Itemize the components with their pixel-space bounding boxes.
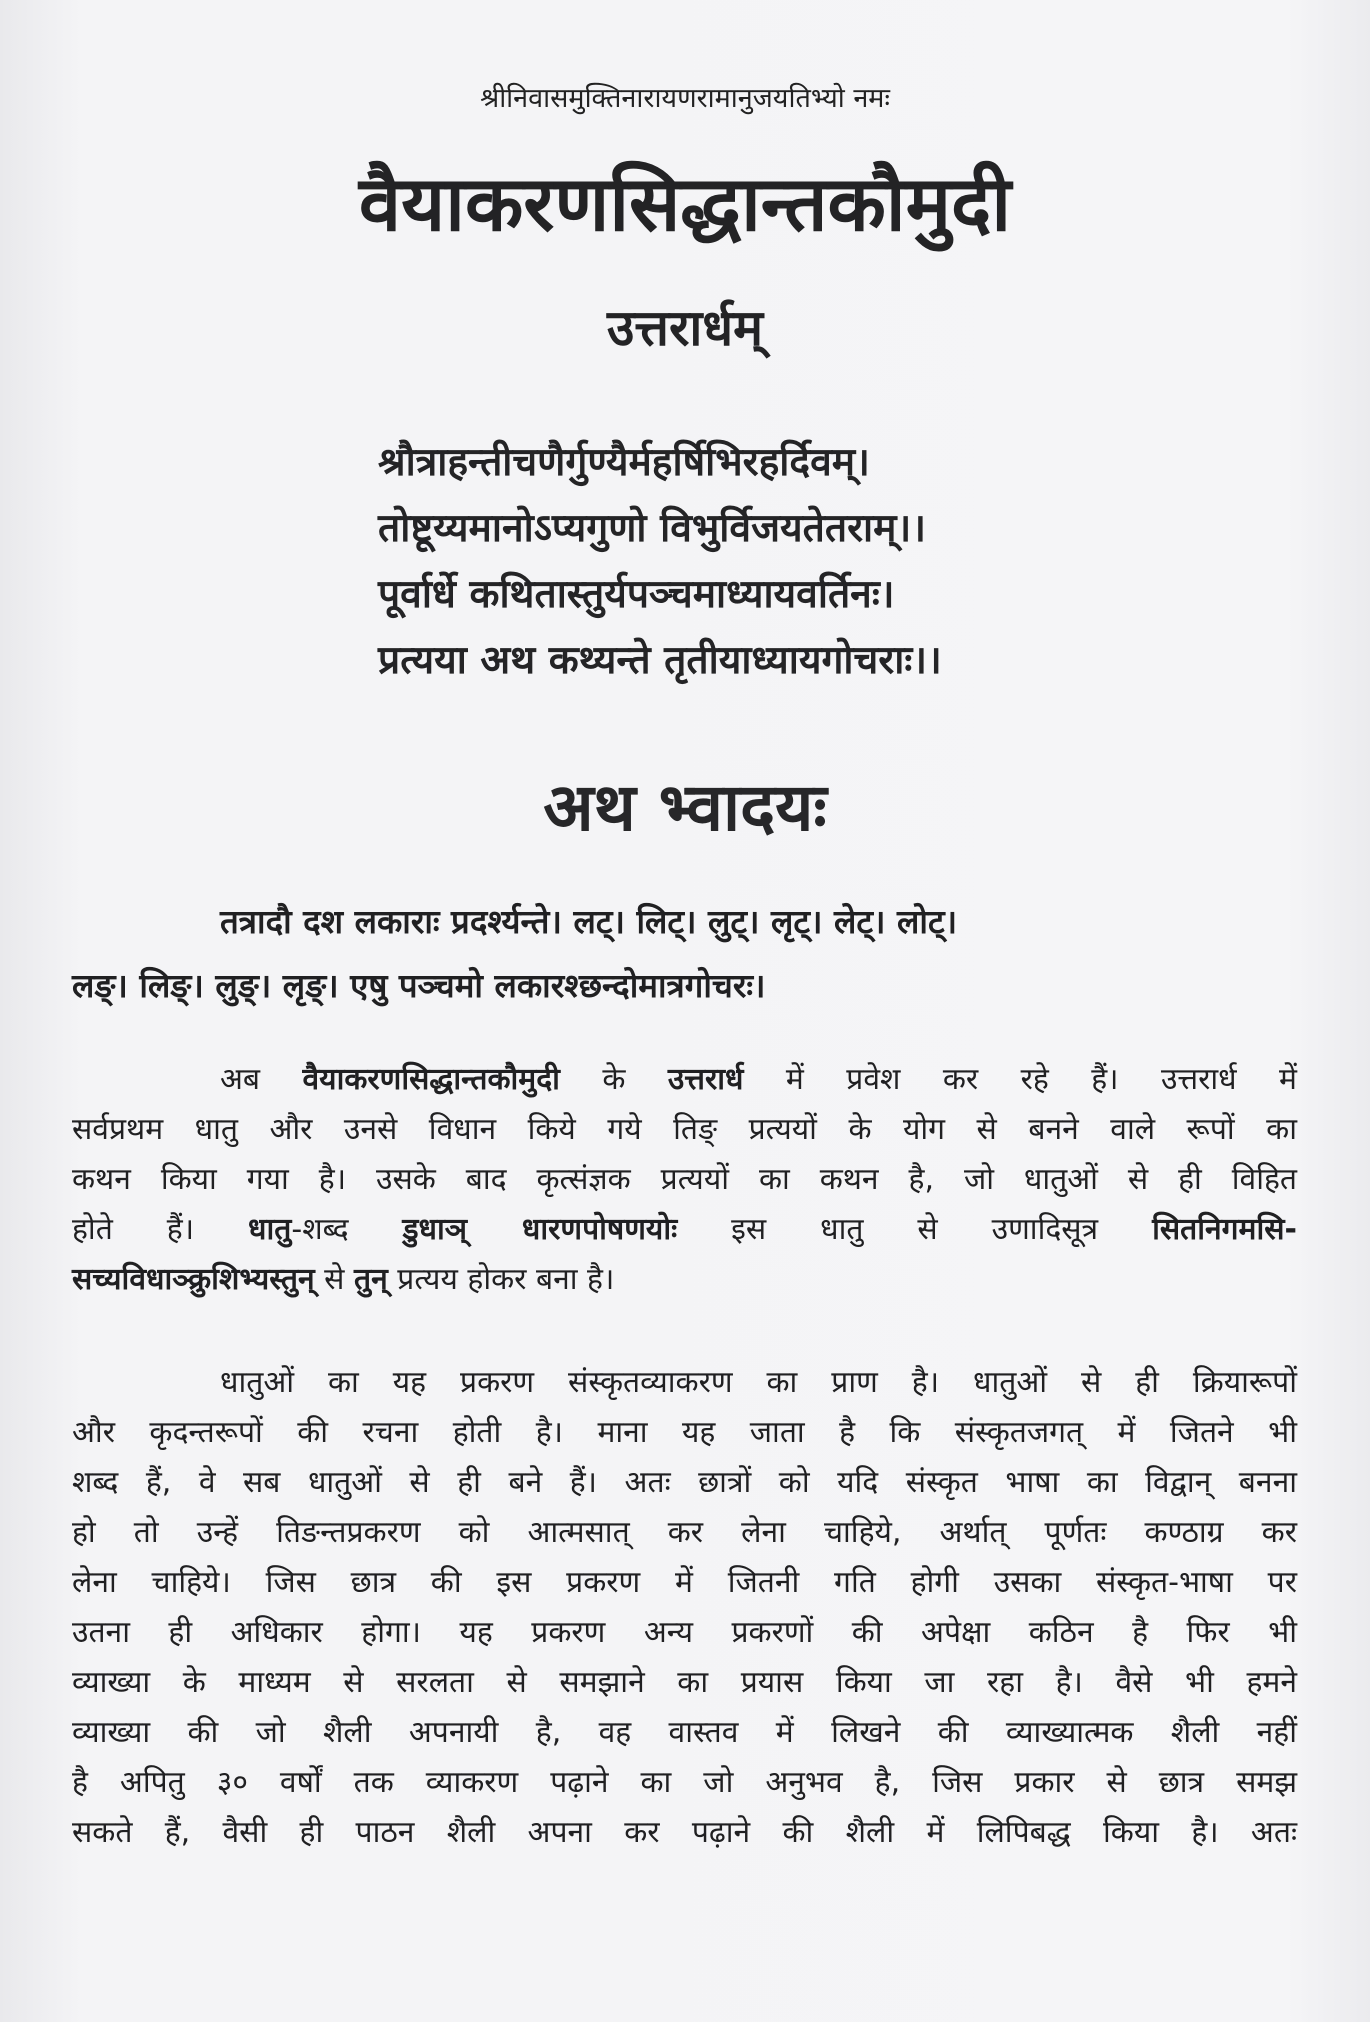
bold-term: उत्तरार्ध: [667, 1062, 744, 1097]
book-subtitle: उत्तरार्धम्: [607, 299, 763, 357]
commentary-paragraph-2: [72, 1358, 1297, 1858]
paragraph-line: व्याख्या की जो शैली अपनायी है, वह वास्तव में लिखने की व्याख्यात्मक शैली नहीं: [72, 1715, 1297, 1750]
bold-term: धातु: [248, 1212, 292, 1247]
paragraph-line: सर्वप्रथम धातु और उनसे विधान किये गये तिङ् प्रत्ययों के योग से बनने वाले रूपों का: [72, 1112, 1297, 1147]
section-heading: अथ भ्वादयः: [543, 769, 827, 846]
paragraph-line: लेना चाहिये। जिस छात्र की इस प्रकरण में जितनी गति होगी उसका संस्कृत-भाषा पर: [72, 1565, 1297, 1600]
verse-line: पूर्वार्धे कथितास्तुर्यपञ्चमाध्यायवर्तिनः।: [378, 572, 895, 617]
text-run: इस धातु से उणादिसूत्र: [677, 1212, 1153, 1247]
intro-line: लङ्। लिङ्। लुङ्। लृङ्। एषु पञ्चमो लकारश्छन्दोमात्रगोचरः।: [72, 966, 766, 1005]
paragraph-line: है अपितु ३० वर्षों तक व्याकरण पढ़ाने का जो अनुभव है, जिस प्रकार से छात्र समझ: [72, 1765, 1297, 1800]
bold-term: तुन्: [354, 1262, 388, 1297]
bold-term: सच्यविधाञ्क्रुशिभ्यस्तुन्: [72, 1262, 315, 1297]
paragraph-line: व्याख्या के माध्यम से सरलता से समझाने का प्रयास किया जा रहा है। वैसे भी हमने: [72, 1665, 1297, 1700]
paragraph-line: [72, 1055, 1297, 1105]
bold-term: सितनिगमसि-: [1152, 1212, 1297, 1247]
text-run: के: [559, 1062, 668, 1097]
text-run: में प्रवेश कर रहे हैं। उत्तरार्ध में: [743, 1062, 1297, 1097]
paragraph-line: [72, 1205, 1297, 1255]
bold-term: डुधाञ् धारणपोषणयोः: [402, 1212, 678, 1247]
verse-line: प्रत्यया अथ कथ्यन्ते तृतीयाध्यायगोचराः।।: [378, 638, 942, 683]
commentary-paragraph-1: [72, 1055, 1297, 1305]
intro-line: तत्रादौ दश लकाराः प्रदर्श्यन्ते। लट्। लिट्। लुट्। लृट्। लेट्। लोट्।: [220, 902, 958, 941]
paragraph-line: कथन किया गया है। उसके बाद कृत्संज्ञक प्रत्ययों का कथन है, जो धातुओं से ही विहित: [72, 1162, 1297, 1197]
text-run: -शब्द: [291, 1212, 403, 1247]
paragraph-line: हो तो उन्हें तिङन्तप्रकरण को आत्मसात् कर लेना चाहिये, अर्थात् पूर्णतः कण्ठाग्र कर: [72, 1515, 1297, 1550]
paragraph-line: सकते हैं, वैसी ही पाठन शैली अपना कर पढ़ाने की शैली में लिपिबद्ध किया है। अतः: [72, 1815, 1297, 1850]
bold-term: वैयाकरणसिद्धान्तकौमुदी: [302, 1062, 560, 1097]
invocation-line: श्रीनिवासमुक्तिनारायणरामानुजयतिभ्यो नमः: [480, 83, 890, 114]
paragraph-line: और कृदन्तरूपों की रचना होती है। माना यह जाता है कि संस्कृतजगत् में जितने भी: [72, 1415, 1297, 1450]
text-run: से: [314, 1262, 354, 1297]
paragraph-line: उतना ही अधिकार होगा। यह प्रकरण अन्य प्रकरणों की अपेक्षा कठिन है फिर भी: [72, 1615, 1297, 1650]
text-run: प्रत्यय होकर बना है।: [387, 1262, 615, 1297]
paragraph-line: [72, 1255, 1297, 1305]
book-title: वैयाकरणसिद्धान्तकौमुदी: [358, 159, 1012, 248]
text-run: अब: [220, 1062, 303, 1097]
verse-line: श्रौत्राहन्तीचणैर्गुण्यैर्महर्षिभिरहर्दिवम्।: [378, 440, 870, 485]
paragraph-line: शब्द हैं, वे सब धातुओं से ही बने हैं। अतः छात्रों को यदि संस्कृत भाषा का विद्वान् बनना: [72, 1465, 1297, 1500]
text-run: होते हैं।: [72, 1212, 249, 1247]
verse-line: तोष्टूय्यमानोऽप्यगुणो विभुर्विजयतेतराम्।।: [378, 506, 927, 551]
paragraph-line: धातुओं का यह प्रकरण संस्कृतव्याकरण का प्राण है। धातुओं से ही क्रियारूपों: [220, 1365, 1297, 1400]
lakara-intro: [72, 890, 1297, 1018]
invocation-verse: [378, 430, 1138, 694]
